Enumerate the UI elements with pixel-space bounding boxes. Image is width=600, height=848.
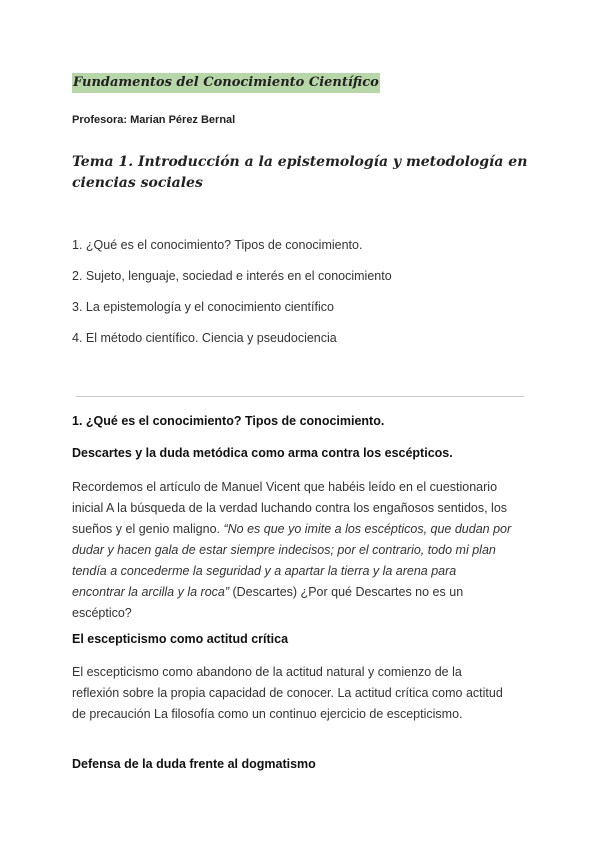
toc-item: 2. Sujeto, lenguaje, sociedad e interés en el conocimiento — [72, 269, 392, 283]
topic-title: Tema 1. Introducción a la epistemología y metodología en ciencias sociales — [72, 154, 528, 191]
paragraph-skepticism: El escepticismo como abandono de la actitud natural y comienzo de la reflexión sobre la propia capacidad de conocer. La actitud crítica como actitud de precaución La filosofía como un continuo ejercicio de escepticismo. — [72, 665, 503, 721]
course-title: Fundamentos del Conocimiento Científico — [72, 73, 380, 93]
paragraph-text: (Descartes) ¿Por qué Descartes no es un escéptico? — [72, 585, 464, 620]
subsection-heading-skepticism: El escepticismo como actitud crítica — [72, 632, 289, 646]
teacher-name: Profesora: Marian Pérez Bernal — [72, 114, 236, 126]
toc-item: 1. ¿Qué es el conocimiento? Tipos de conocimiento. — [72, 238, 363, 252]
descartes-quote: “No es que yo imite a los escépticos, que dudan por dudar y hacen gala de estar siempre indecisos; por el contrario, todo mi plan tendía a concederme la seguridad y a apartar la tierra y la arena para encontrar la arcilla y la roca” — [72, 522, 512, 599]
paragraph-text: Recordemos el artículo de Manuel Vicent que habéis leído en el cuestionario inicial A la búsqueda de la verdad luchando contra los engañosos sentidos, los sueños y el genio maligno. — [72, 480, 508, 536]
paragraph-descartes — [72, 477, 512, 624]
horizontal-divider — [76, 396, 524, 397]
subsection-heading-doubt: Defensa de la duda frente al dogmatismo — [72, 757, 316, 771]
toc-item: 3. La epistemología y el conocimiento científico — [72, 300, 334, 314]
toc-item: 4. El método científico. Ciencia y pseudociencia — [72, 331, 337, 345]
table-of-contents — [72, 236, 532, 360]
subsection-heading-descartes: Descartes y la duda metódica como arma contra los escépticos. — [72, 446, 453, 460]
section-heading: 1. ¿Qué es el conocimiento? Tipos de conocimiento. — [72, 414, 385, 428]
